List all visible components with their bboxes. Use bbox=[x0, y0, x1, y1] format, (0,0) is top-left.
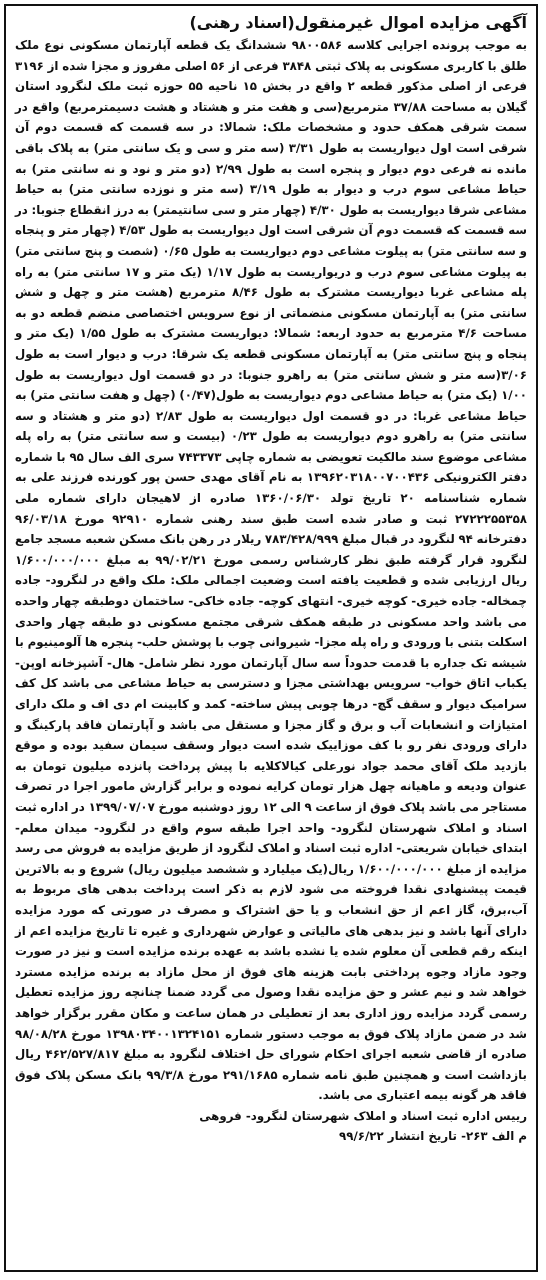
notice-title: آگهی مزایده اموال غیرمنقول(اسناد رهنی) bbox=[189, 13, 527, 32]
publication-line: م الف ۲۶۳- تاریخ انتشار ۹۹/۶/۲۲ bbox=[339, 1129, 527, 1144]
auction-notice bbox=[4, 4, 538, 1272]
notice-body: به موجب پرونده اجرایی کلاسه ۹۸۰۰۵۸۶ ششدانگ یک قطعه آپارتمان مسکونی نوع ملک طلق با کاربری مسکونی به پلاک ثبتی ۳۸۴۸ فرعی از ۵۶ اصلی مفروز و مجزا شده از ۳۱۹۶ فرعی از اصلی مذکور قطعه ۲ واقع در بخش ۱۵ ناحیه ۵۵ حوزه ثبت ملک لنگرود استان گیلان به مساحت ۳۷/۸۸ مترمربع(سی و هفت متر و هشتاد و هشت دسیمترمربع) واقع در سمت شرقی همکف حدود و مشخصات ملک: شمالا: در سه قسمت که قسمت دوم آن شرقی است اول دیواریست به طول ۳/۳۱ (سه متر و سی و یک سانتی متر) به پلاک باقی مانده نه فرعی دوم دیوار و پنجره است به طول ۲/۹۹ (دو متر و نود و نه سانتی متر) به حیاط مشاعی سوم درب و دیوار به طول ۳/۱۹ (سه متر و نوزده سانتی متر) به حیاط مشاعی شرقا دیواریست به طول ۴/۳۰ (چهار متر و سی سانتیمتر) به درز انقطاع جنوبا: در سه قسمت که قسمت دوم آن شرقی است اول دیواریست به طول ۴/۵۳ (چهار متر و پنجاه و سه سانتی متر) به پیلوت مشاعی دوم دیواریست به طول ۰/۶۵ (شصت و پنج سانتی متر) به پیلوت مشاعی سوم درب و دریواریست به طول ۱/۱۷ (یک متر و ۱۷ سانتی متر) به راه پله مشاعی غربا دیواریست مشترک به طول ۸/۴۶ مترمربع (هشت متر و چهل و شش سانتی متر) به آپارتمان مسکونی منضماتی از نوع سرویس اختصاصی منضم قطعه دو به مساحت ۴/۶ مترمربع به حدود اربعه: شمالا: دیواریست مشترک به طول ۱/۵۵ (یک متر و پنجاه و پنج سانتی متر) به آپارتمان مسکونی قطعه یک شرقا: درب و دیوار است به طول ۳/۰۶(سه متر و شش سانتی متر) به راهرو جنوبا: در دو قسمت اول دیواریست به طول ۱/۰۰ (یک متر) به حیاط مشاعی دوم دیواریست به طول(۰/۴۷) (چهل و هفت سانتی متر) به حیاط مشاعی غربا: در دو قسمت اول دیواریست به طول ۲/۸۳ (دو متر و هشتاد و سه سانتی متر) به راهرو دوم دیواریست به طول ۰/۲۳ (بیست و سه سانتی متر) به راه پله مشاعی موضوع سند مالکیت تعویضی به شماره چاپی ۷۴۳۳۷۳ سری الف سال ۹۵ با شماره دفتر الکترونیکی ۱۳۹۶۲۰۳۱۸۰۰۷۰۰۴۳۶ به نام آقای مهدی حسن پور کورنده فرزند علی به شماره شناسنامه ۲۰ تاریخ تولد ۱۳۶۰/۰۶/۳۰ صادره از لاهیجان دارای شماره ملی ۲۷۲۲۲۵۵۳۵۸ ثبت و صادر شده است طبق سند رهنی شماره ۹۲۹۱۰ مورخ ۹۶/۰۳/۱۸ دفترخانه ۹۴ لنگرود در قبال مبلغ ۷۸۳/۴۲۸/۹۹۹ ریلار در رهن بانک مسکن شعبه مسجد جامع لنگرود قرار گرفته طبق نظر کارشناس رسمی مورخ ۹۹/۰۲/۲۱ به مبلغ ۱/۶۰۰/۰۰۰/۰۰۰ ریال ارزیابی شده و قطعیت یافته است وضعیت اجمالی ملک: ملک واقع در لنگرود- جاده چمخاله- جاده خیری- کوچه خیری- انتهای کوچه- جاده خاکی- ساختمان دوطبقه چهار واحده می باشد واحد مسکونی در طبقه همکف شرقی مجتمع مسکونی دو طبقه چهار واحدی اسکلت بتنی با ورودی و راه پله مجزا- شیروانی چوب با پوشش حلب- پنجره ها آلومینیوم با شیشه تک جداره با قدمت حدوداً سه سال آپارتمان مورد نظر شامل- هال- آشپزخانه اوپن- یکباب اتاق خواب- سرویس بهداشتی مجزا و دسترسی به حیاط مشاعی می باشد کل کف سرامیک دیوار و سقف گچ- درها چوبی پیش ساخته- کمد و کابینت ام دی اف و ملک دارای امتیازات و انشعابات آب و برق و گاز مجزا و مستقل می باشد و آپارتمان فاقد پارکینگ و دارای ورودی نفر رو با کف موزاییک شده است دیوار وسقف سیمان سفید بوده و موقع بازدید ملک آقای محمد جواد نورعلی کیالاکلایه با پیش پرداخت پانزده میلیون تومان به عنوان ودیعه و ماهیانه چهل هزار تومان کرایه نموده و برابر گزارش مامور اجرا در تصرف مستاجر می باشد پلاک فوق از ساعت ۹ الی ۱۲ روز دوشنبه مورخ ۱۳۹۹/۰۷/۰۷ در اداره ثبت اسناد و املاک شهرستان لنگرود- واحد اجرا طبقه سوم واقع در لنگرود- میدان معلم- ابتدای خیابان شریعتی- اداره ثبت اسناد و املاک لنگرود از طریق مزایده به فروش می رسد مزایده از مبلغ ۱/۶۰۰/۰۰۰/۰۰۰ ریال(یک میلیارد و ششصد میلیون ریال) شروع و به بالاترین قیمت پیشنهادی نقدا فروخته می شود لازم به ذکر است پرداخت بدهی های مربوط به آب،برق، گاز اعم از حق انشعاب و یا حق اشتراک و مصرف در صورتی که مورد مزایده دارای آنها باشد و نیز بدهی های مالیاتی و عوارض شهرداری و غیره تا تاریخ مزایده اعم از اینکه رقم قطعی آن معلوم شده یا نشده باشد به عهده برنده مزایده است و نیز در صورت وجود مازاد وجوه پرداختی بابت هزینه های فوق از محل مازاد به برنده مزایده مسترد خواهد شد و نیم عشر و حق مزایده نقدا وصول می گردد ضمنا چنانچه روز مزایده تعطیل رسمی گردد مزایده روز اداری بعد از تعطیلی در همان ساعت و مکان مقرر برگزار خواهد شد در ضمن مازاد پلاک فوق به موجب دستور شماره ۱۳۹۸۰۳۴۰۰۱۳۲۴۱۵۱ مورخ ۹۸/۰۸/۲۸ صادره از قاضی شعبه اجرای احکام شورای حل اختلاف لنگرود به مبلغ ۴۶۲/۵۲۷/۸۱۷ ریال بازداشت است و همچنین طبق نامه شماره ۲۹۱/۱۶۸۵ مورخ ۹۹/۳/۸ بانک مسکن پلاک فوق فاقد هر گونه بیمه اعتباری می باشد. bbox=[15, 38, 528, 1103]
signature-line: رییس اداره ثبت اسناد و املاک شهرستان لنگرود- فروهی bbox=[199, 1108, 527, 1123]
notice-footer bbox=[15, 1106, 527, 1147]
